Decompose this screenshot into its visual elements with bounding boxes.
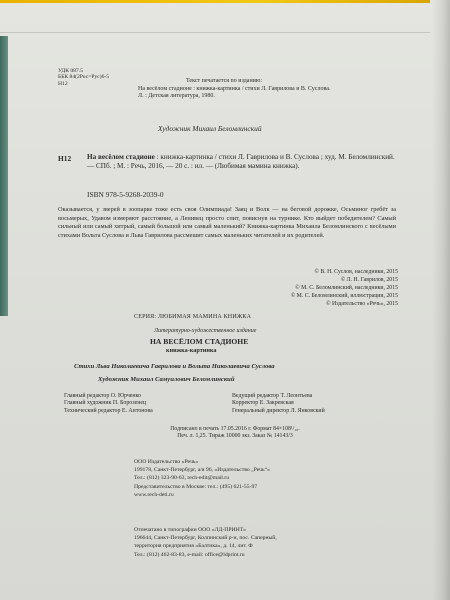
catalog-code: Н12	[58, 154, 72, 163]
copyright-line: © Л. Н. Гаврилов, 2015	[340, 277, 398, 283]
reprint-note	[138, 78, 408, 101]
copyright-line: © М. С. Беломлинский, иллюстрации, 2015	[290, 293, 398, 299]
illustrator-credit: Художник Михаил Беломлинский	[158, 124, 262, 133]
publisher-info	[134, 458, 270, 499]
authors-credit: Стихи Льва Николаевича Гаврилова и Вольта Николаевича Суслова	[74, 363, 275, 370]
series-name: СЕРИЯ: ЛЮБИМАЯ МАМИНА КНИЖКА	[134, 314, 252, 320]
staff-line: Корректор Е. Закревская	[232, 400, 294, 407]
annotation: Оказывается, у зверей в зоопарке тоже есть своя Олимпиада! Заяц и Волк — на беговой дорожке, Осьминог гребёт за восьмерых, Удавом измеряют расстояние, а Ленивец просто спит, повиснув на турнике. Кто выйдет победителем? Самый сильный или самый хитрый, самый большой или самый маленький? Книжка-картинка Михаила Беломлинского с весёлыми стихами Вольта Суслова и Льва Гаврилова рассмешит самых маленьких читателей и их родителей.	[58, 206, 396, 239]
staff-line: Главный редактор О. Юрченко	[64, 393, 142, 399]
udk-line: УДК 087.5	[58, 68, 83, 74]
copyright-block	[250, 268, 398, 308]
printer-line: 196644, Санкт-Петербург, Колпинский р-н, пос. Саперный,	[134, 535, 277, 542]
book-title: НА ВЕСЁЛОМ СТАДИОНЕ	[150, 337, 249, 346]
publisher-line: www.rech-deti.ru	[134, 491, 174, 498]
reprint-line: На весёлом стадионе : книжка-картинка / стихи Л. Гаврилова и В. Суслова.	[138, 85, 331, 92]
print-info	[160, 426, 310, 440]
spine-edge	[0, 36, 8, 316]
staff-line: Генеральный директор Л. Янковский	[232, 407, 325, 414]
publisher-line: 199178, Санкт-Петербург, а/я 96, «Издательство „Речь“»	[134, 467, 270, 474]
bbk-line: ББК 84(2Рос=Рус)6-5	[58, 74, 110, 81]
staff-line: Главный художник П. Борозенец	[64, 400, 147, 407]
udk-block	[58, 68, 109, 87]
publisher-line: Тел.: (812) 323-90-63, rech-edit@mail.ru	[134, 475, 230, 482]
reprint-line: Л. : Детская литература, 1980.	[138, 93, 215, 100]
illustrator-full-credit: Художник Михаил Самуилович Беломлинский	[98, 376, 235, 383]
copyright-line: © М. С. Беломлинский, наследники, 2015	[295, 285, 398, 291]
edition-type: Литературно-художественное издание	[154, 328, 257, 334]
publisher-line: Представительство в Москве: тел.: (495) 621-55-97	[134, 483, 258, 490]
top-rule	[0, 32, 430, 33]
catalog-entry	[87, 153, 395, 171]
catalog-title: На весёлом стадионе	[87, 153, 155, 161]
staff-left	[64, 393, 153, 415]
copyright-line: © Издательство «Речь», 2015	[326, 301, 398, 307]
copyright-line: © В. Н. Суслов, наследники, 2015	[314, 269, 398, 275]
printer-line: Отпечатано в типографии ООО «ЛД-ПРИНТ»	[134, 527, 246, 533]
book-subtitle: книжка-картинка	[166, 347, 217, 354]
printer-info	[134, 526, 277, 559]
catalog-text: : книжка-картинка / стихи Л. Гаврилова и В. Суслова ; худ. М. Беломлинский. — СПб. ; М. : Речь, 2016, — 20 с. : ил. — (Любимая мамина книжка).	[87, 153, 395, 171]
print-line: Подписано в печать 17.05.2016 г. Формат 84×108¹/₁₆.	[170, 426, 300, 432]
staff-line: Технический редактор Е. Антонова	[64, 407, 153, 414]
top-yellow-band	[0, 0, 430, 3]
staff-line: Ведущий редактор Т. Леонтьева	[232, 393, 313, 399]
printer-line: территория предприятия «Балтика», д. 14, лит. Ф	[134, 543, 253, 550]
author-mark: Н12	[58, 80, 68, 87]
reprint-line: Текст печатается по изданию:	[186, 78, 263, 84]
print-line: Печ. л. 1,25. Тираж 10000 экз. Заказ № 14143/3	[177, 433, 293, 440]
printer-line: Тел.: (812) 462-83-83, e-mail: office@ldprint.ru	[134, 551, 245, 558]
staff-right	[232, 393, 325, 415]
publisher-line: ООО Издательство «Речь»	[134, 459, 199, 465]
isbn: ISBN 978-5-9268-2039-0	[87, 190, 164, 199]
